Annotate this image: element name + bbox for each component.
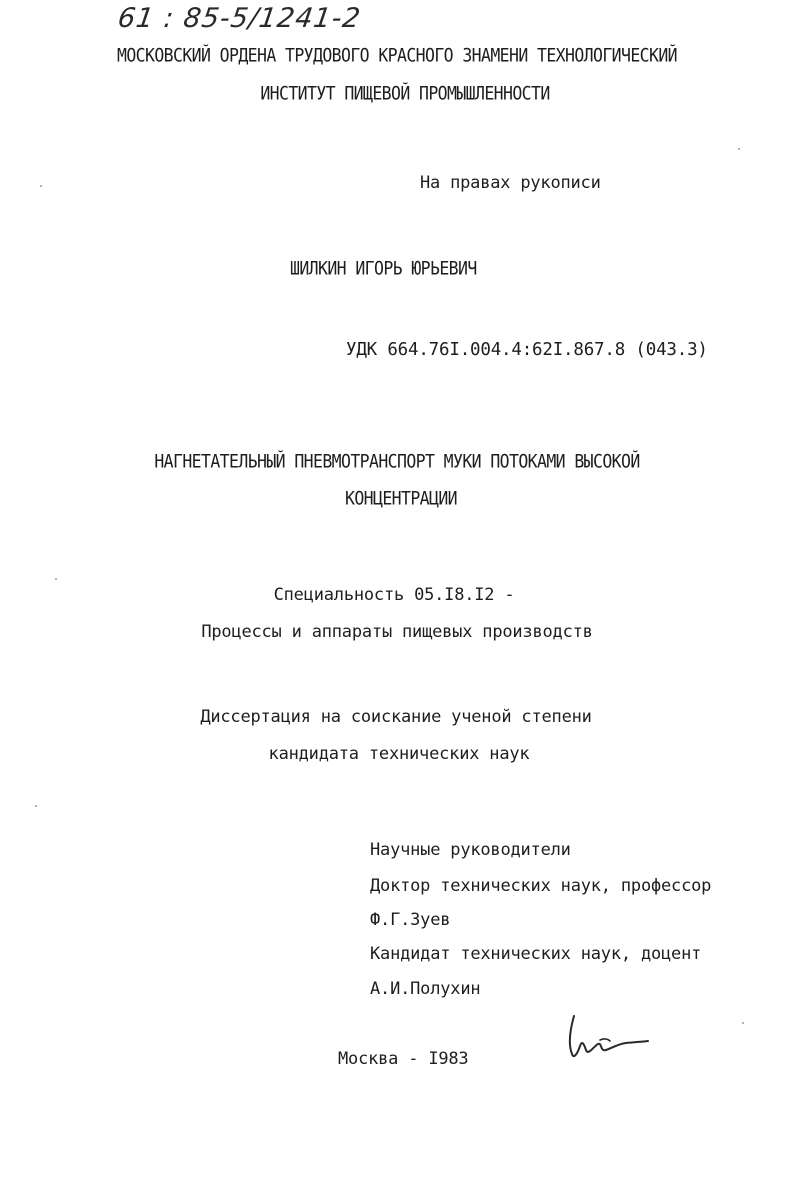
title-line-2: КОНЦЕНТРАЦИИ [344, 487, 457, 510]
specialty-code: Специальность 05.I8.I2 - [273, 585, 515, 605]
signature [560, 1010, 660, 1070]
degree-line-2: кандидата технических наук [268, 744, 530, 764]
scan-speck [35, 805, 37, 807]
scan-speck [738, 148, 740, 150]
supervisors-heading: Научные руководители [370, 840, 571, 860]
supervisor-1-title: Доктор технических наук, профессор [370, 876, 712, 896]
udc-code: УДК 664.76I.004.4:62I.867.8 (043.3) [346, 340, 708, 360]
supervisor-2-title: Кандидат технических наук, доцент [370, 944, 702, 964]
scan-speck [40, 185, 42, 187]
supervisor-2-name: А.И.Полухин [370, 979, 481, 999]
scan-speck [55, 578, 57, 580]
author-name: ШИЛКИН ИГОРЬ ЮРЬЕВИЧ [290, 257, 477, 280]
title-line-1: НАГНЕТАТЕЛЬНЫЙ ПНЕВМОТРАНСПОРТ МУКИ ПОТОКАМИ ВЫСОКОЙ [154, 450, 640, 473]
scan-speck [742, 1022, 744, 1024]
place-and-year: Москва - I983 [338, 1049, 469, 1069]
archive-handwritten-note: 61 : 85-5/1241-2 [115, 3, 363, 34]
institution-line-1: МОСКОВСКИЙ ОРДЕНА ТРУДОВОГО КРАСНОГО ЗНАМЕНИ ТЕХНОЛОГИЧЕСКИЙ [116, 44, 678, 67]
supervisor-1-name: Ф.Г.Зуев [370, 910, 451, 930]
specialty-name: Процессы и аппараты пищевых производств [201, 622, 593, 642]
degree-line-1: Диссертация на соискание ученой степени [200, 707, 592, 727]
institution-line-2: ИНСТИТУТ ПИЩЕВОЙ ПРОМЫШЛЕННОСТИ [260, 82, 550, 105]
rights-notice: На правах рукописи [420, 173, 601, 193]
